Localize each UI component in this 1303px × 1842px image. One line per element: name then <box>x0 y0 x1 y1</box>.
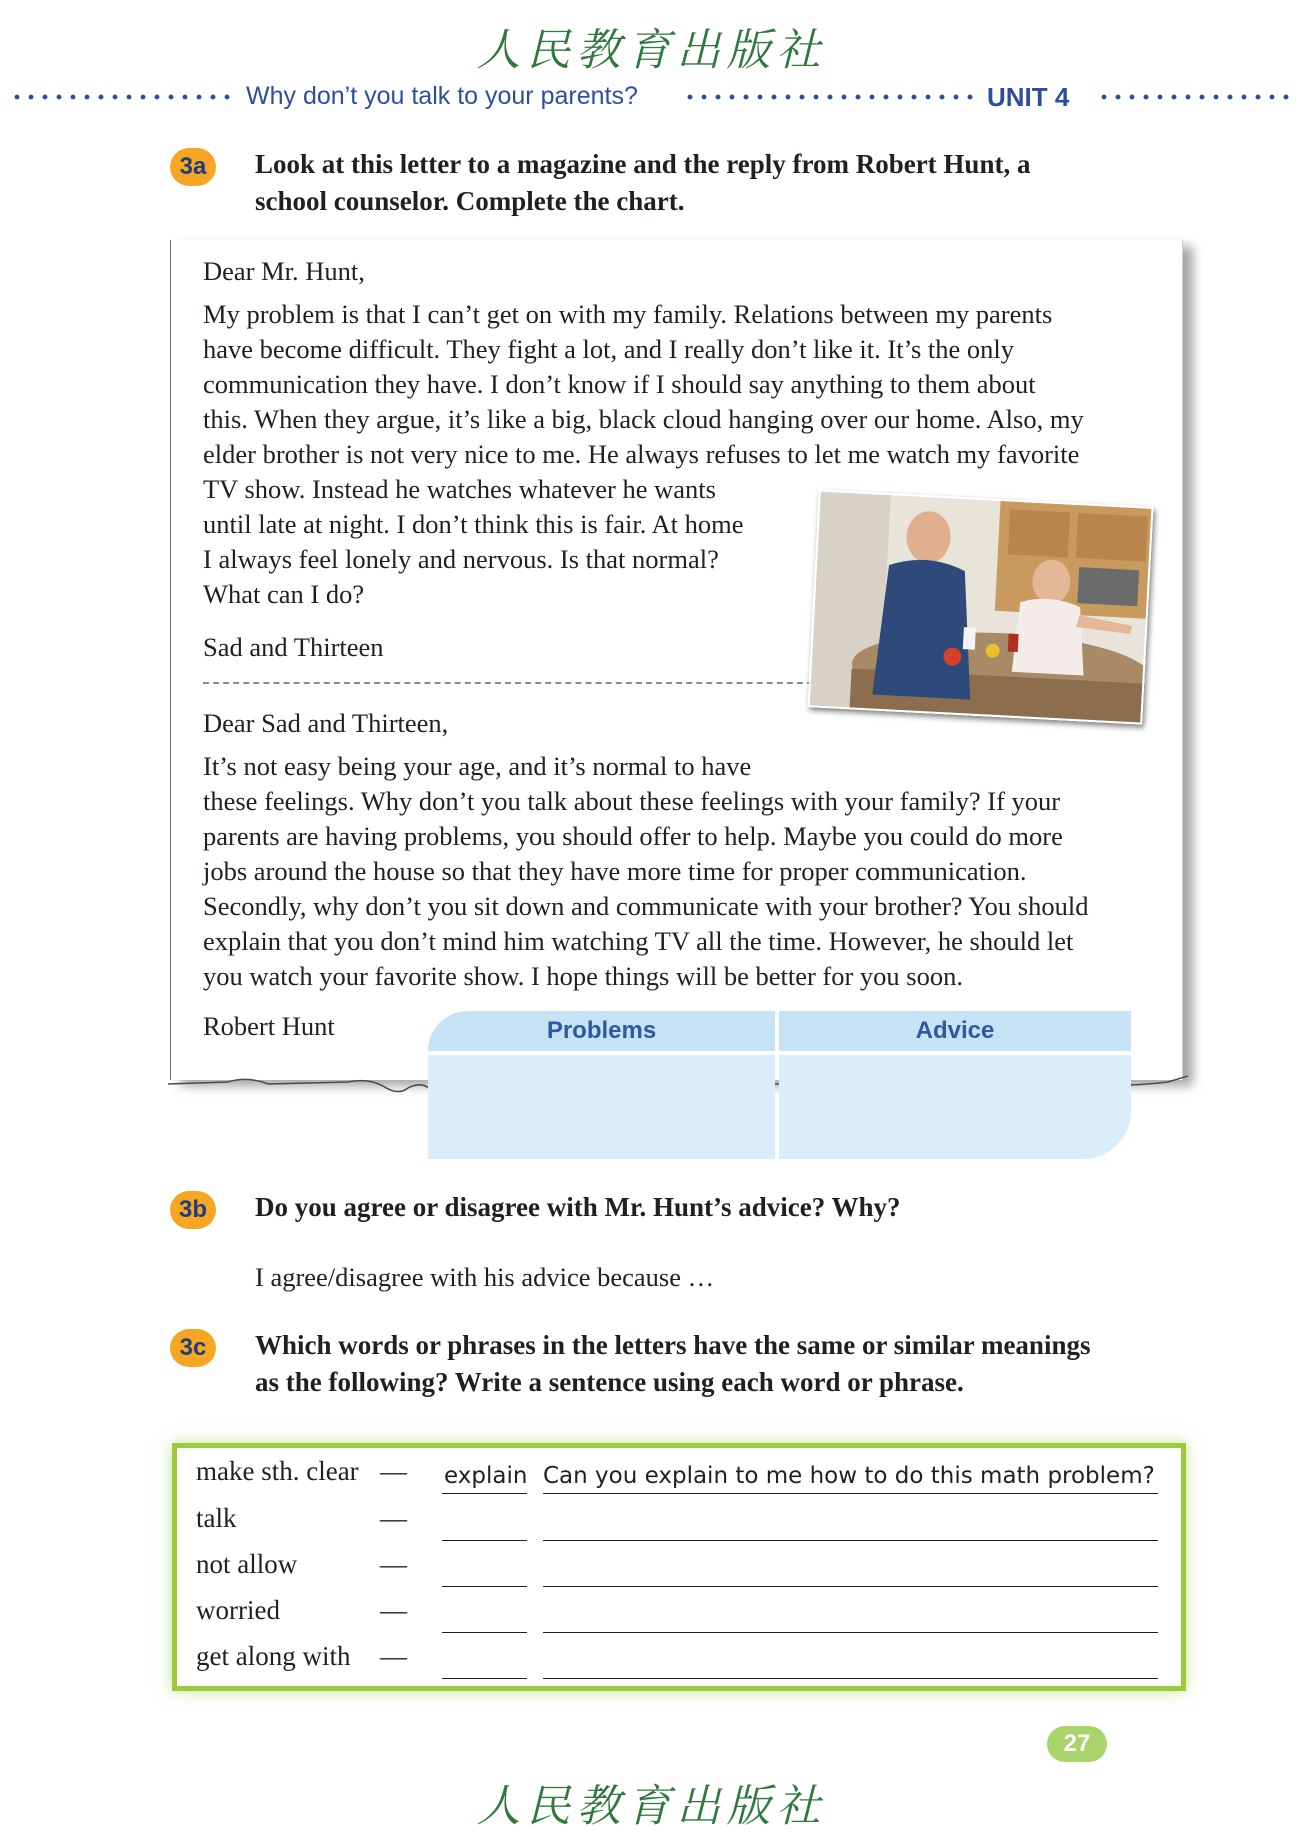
reply-salutation: Dear Sad and Thirteen, <box>203 708 449 738</box>
section-3c-instruction <box>255 1327 1215 1401</box>
chart-header-advice: Advice <box>779 1011 1131 1051</box>
letter-line: have become difficult. They fight a lot, and I really don’t like it. It’s the only <box>203 334 1014 364</box>
answer-word-field[interactable] <box>442 1595 527 1633</box>
answer-sentence-field[interactable] <box>543 1641 1158 1679</box>
reply-line: It’s not easy being your age, and it’s normal to have <box>203 751 752 781</box>
unit-label: UNIT 4 <box>987 82 1070 112</box>
phrase-label: get along with <box>196 1641 351 1671</box>
reply-line: Secondly, why don’t you sit down and communicate with your brother? You should <box>203 891 1089 921</box>
letter-line: this. When they argue, it’s like a big, black cloud hanging over our home. Also, my <box>203 404 1084 434</box>
reply-line: these feelings. Why don’t you talk about these feelings with your family? If your <box>203 786 1061 816</box>
reply-signature: Robert Hunt <box>203 1011 335 1041</box>
section-3a-instruction-line-1: Look at this letter to a magazine and the reply from Robert Hunt, a <box>255 149 1031 179</box>
letter-signature: Sad and Thirteen <box>203 632 384 662</box>
letter-line: until late at night. I don’t think this is fair. At home <box>203 509 744 539</box>
page-number: 27 <box>1047 1726 1107 1762</box>
section-3c-badge: 3c <box>170 1329 216 1367</box>
section-3c-instruction-line-1: Which words or phrases in the letters have the same or similar meanings <box>255 1330 1091 1360</box>
chart-header-problems: Problems <box>428 1011 775 1051</box>
phrase-dash: — <box>380 1503 407 1533</box>
phrase-label: not allow <box>196 1549 298 1579</box>
phrase-label: worried <box>196 1595 280 1625</box>
answer-sentence-text: Can you explain to me how to do this math problem? <box>543 1463 1155 1489</box>
phrase-label: talk <box>196 1503 237 1533</box>
chart-cell-advice[interactable] <box>779 1055 1131 1159</box>
phrase-dash: — <box>380 1641 407 1671</box>
answer-sentence-field[interactable] <box>543 1503 1158 1541</box>
phrase-dash: — <box>380 1595 407 1625</box>
section-3c-instruction-line-2: as the following? Write a sentence using each word or phrase. <box>255 1367 964 1397</box>
running-header <box>10 80 1300 114</box>
publisher-logo-top: 人民教育出版社 <box>476 25 827 76</box>
letter-salutation: Dear Mr. Hunt, <box>203 256 365 286</box>
letter-line: elder brother is not very nice to me. He always refuses to let me watch my favorite <box>203 439 1080 469</box>
header-dots-left <box>10 94 236 100</box>
reply-line: jobs around the house so that they have more time for proper communication. <box>203 856 1027 886</box>
answer-word-field[interactable] <box>442 1503 527 1541</box>
reply-line: you watch your favorite show. I hope things will be better for you soon. <box>203 961 963 991</box>
arguing-couple-photo <box>808 489 1154 724</box>
section-3a-instruction-line-2: school counselor. Complete the chart. <box>255 186 685 216</box>
problems-advice-chart <box>428 1011 1131 1159</box>
letter-line: TV show. Instead he watches whatever he wants <box>203 474 716 504</box>
section-3b-prompt: I agree/disagree with his advice because … <box>255 1262 715 1292</box>
letter-line: I always feel lonely and nervous. Is that normal? <box>203 544 719 574</box>
reply-line: parents are having problems, you should offer to help. Maybe you could do more <box>203 821 1063 851</box>
reply-line: explain that you don’t mind him watching TV all the time. However, he should let <box>203 926 1074 956</box>
answer-word-field[interactable] <box>442 1549 527 1587</box>
answer-word-text: explain <box>444 1463 528 1489</box>
header-title: Why don’t you talk to your parents? <box>246 82 638 110</box>
chart-cell-problems[interactable] <box>428 1055 775 1159</box>
answer-sentence-field[interactable] <box>543 1549 1158 1587</box>
letter-divider <box>203 682 813 684</box>
phrase-label: make sth. clear <box>196 1456 359 1486</box>
section-3a-instruction <box>255 146 1215 220</box>
header-dots-middle <box>683 94 973 100</box>
answer-word-field[interactable] <box>442 1641 527 1679</box>
letter-line: communication they have. I don’t know if I should say anything to them about <box>203 369 1036 399</box>
phrase-dash: — <box>380 1456 407 1486</box>
section-3b-instruction: Do you agree or disagree with Mr. Hunt’s advice? Why? <box>255 1192 901 1222</box>
letter-line: My problem is that I can’t get on with my family. Relations between my parents <box>203 299 1053 329</box>
answer-sentence-field[interactable] <box>543 1595 1158 1633</box>
phrase-dash: — <box>380 1549 407 1579</box>
letter-line: What can I do? <box>203 579 365 609</box>
answer-word-field[interactable] <box>442 1456 527 1494</box>
section-3a-badge: 3a <box>170 148 216 186</box>
section-3b-badge: 3b <box>170 1191 216 1229</box>
answer-sentence-field[interactable] <box>543 1456 1158 1494</box>
reply-body <box>203 749 1163 994</box>
header-dots-right <box>1097 94 1297 100</box>
publisher-logo-bottom: 人民教育出版社 <box>476 1781 827 1832</box>
photo-illustration <box>809 491 1153 724</box>
